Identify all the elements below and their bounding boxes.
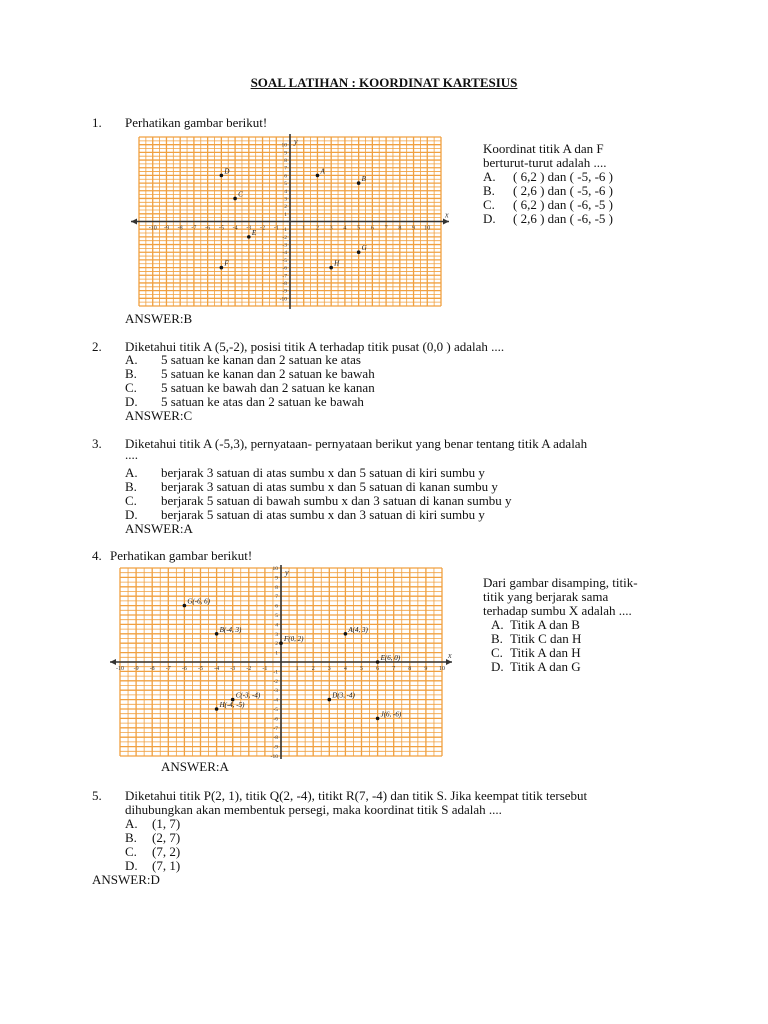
q4-number: 4. [92,548,102,563]
q1-coordinate-graph [125,131,455,312]
x-tick-label: 8 [408,666,412,672]
q5-option-d[interactable] [125,858,181,873]
option-text: 5 satuan ke kanan dan 2 satuan ke atas [161,352,361,367]
point-marker [220,174,224,178]
x-tick-label: 6 [376,666,380,672]
x-tick-label: -1 [273,225,279,232]
q1-side-line-2: berturut-turut adalah .... [483,155,607,170]
q3-prompt: Diketahui titik A (-5,3), pernyataan- pernyataan berikut yang benar tentang titik A adalah [125,436,588,451]
q1-option-c[interactable] [483,197,613,212]
q3-option-d[interactable] [125,507,485,522]
y-tick-label: 6 [284,173,287,180]
y-tick-label: 9 [275,575,278,582]
q1-option-b[interactable] [483,183,613,198]
point-marker [316,174,320,178]
x-tick-label: -9 [133,666,139,672]
q3-option-a[interactable] [125,465,485,480]
option-letter: D. [491,659,504,674]
option-text: 5 satuan ke atas dan 2 satuan ke bawah [161,394,364,409]
option-text: ( 6,2 ) dan ( -6, -5 ) [513,197,613,212]
option-letter: B. [491,631,503,646]
x-tick-label: -8 [177,225,183,232]
x-tick-label: -4 [232,225,238,232]
option-text: Titik A dan B [510,617,580,632]
option-text: ( 2,6 ) dan ( -6, -5 ) [513,211,613,226]
y-tick-label: -6 [282,265,287,272]
x-tick-label: -3 [230,666,236,672]
x-tick-label: -6 [205,225,211,232]
q4-prompt: Perhatikan gambar berikut! [110,548,253,563]
q4-side-line-3: terhadap sumbu X adalah .... [483,603,632,618]
y-tick-label: -1 [273,669,278,676]
y-tick-label: -5 [273,707,278,713]
point-label: F(0, 2) [284,635,304,644]
y-tick-label: 7 [284,165,287,172]
q3-option-c[interactable] [125,493,512,508]
x-axis-label: x [445,210,449,220]
option-text: Titik A dan G [510,659,581,674]
y-tick-label: 4 [275,622,278,629]
q2-option-a[interactable] [125,352,361,367]
x-tick-label: -9 [163,225,169,232]
x-tick-label: -3 [246,225,252,232]
x-tick-label: 5 [360,666,363,672]
y-tick-label: 5 [284,181,287,188]
option-text: (7, 1) [152,858,181,873]
x-tick-label: -2 [260,225,266,232]
y-tick-label: -2 [273,678,278,685]
q5-option-a[interactable] [125,816,181,831]
y-tick-label: 10 [281,142,287,149]
point-label: H [334,259,340,268]
y-tick-label: -2 [282,234,287,241]
option-letter: B. [483,183,495,198]
point-label: H(-4, -5) [219,701,245,709]
y-tick-label: -6 [273,716,278,723]
option-text: 5 satuan ke bawah dan 2 satuan ke kanan [161,380,375,395]
q4-option-c[interactable] [491,645,581,660]
q2-prompt: Diketahui titik A (5,-2), posisi titik A terhadap titik pusat (0,0 ) adalah .... [125,339,505,354]
q2-option-b[interactable] [125,366,375,381]
x-tick-label: 3 [327,666,331,672]
y-tick-label: -5 [282,257,287,264]
q5-option-c[interactable] [125,844,181,859]
point-marker [220,266,224,270]
option-text: ( 6,2 ) dan ( -5, -6 ) [513,169,613,184]
option-text: ( 2,6 ) dan ( -5, -6 ) [513,183,613,198]
y-tick-label: 7 [275,594,278,601]
option-letter: C. [491,645,503,660]
option-letter: A. [125,465,138,480]
option-text: Titik A dan H [510,645,581,660]
option-text: berjarak 3 satuan di atas sumbu x dan 5 satuan di kiri sumbu y [161,465,485,480]
option-letter: D. [125,394,138,409]
x-tick-label: -1 [262,666,268,672]
x-tick-label: -10 [148,225,157,232]
x-tick-label: 4 [343,225,347,232]
option-letter: D. [125,507,138,522]
y-tick-label: -4 [273,697,278,704]
x-tick-label: -6 [181,666,187,672]
q2-option-c[interactable] [125,380,375,395]
point-label: D [224,167,230,176]
q1-side-line-1: Koordinat titik A dan F [483,141,604,156]
y-tick-label: -8 [282,280,287,287]
q4-coordinate-graph [100,565,462,759]
q2-number: 2. [92,339,102,354]
y-tick-label: 3 [275,631,278,638]
x-axis-label: x [448,651,452,660]
option-letter: C. [125,380,137,395]
y-tick-label: 9 [284,150,287,157]
option-letter: A. [125,352,138,367]
q5-prompt-cont: dihubungkan akan membentuk persegi, maka koordinat titik S adalah .... [125,802,502,817]
y-axis-label: y [294,137,298,146]
x-tick-label: 2 [315,225,319,232]
q5-answer: ANSWER:D [92,872,160,887]
q4-answer: ANSWER:A [161,759,229,774]
option-text: berjarak 5 satuan di atas sumbu x dan 3 satuan di kiri sumbu y [161,507,485,522]
y-tick-label: 3 [284,196,287,203]
point-marker [247,235,251,239]
q4-side-line-1: Dari gambar disamping, titik- [483,575,638,590]
q3-answer: ANSWER:A [125,521,193,536]
x-tick-label: 1 [295,666,299,672]
y-tick-label: -7 [282,273,287,280]
y-tick-label: -9 [273,744,278,751]
x-tick-label: 1 [302,225,306,232]
x-tick-label: 6 [370,225,374,232]
point-marker [183,604,187,608]
option-letter: D. [483,211,496,226]
point-marker [233,197,237,201]
x-tick-label: 9 [412,225,416,232]
x-tick-label: -7 [165,666,171,672]
point-label: A [320,167,325,176]
point-label: G(-6, 6) [187,597,210,606]
option-text: berjarak 5 satuan di bawah sumbu x dan 3 satuan di kanan sumbu y [161,493,512,508]
q4-option-b[interactable] [491,631,582,646]
point-label: B [361,175,366,184]
option-text: (1, 7) [152,816,181,831]
point-label: F [224,259,229,268]
point-label: E(6, 0) [380,654,401,662]
point-marker [279,641,283,645]
y-tick-label: -7 [273,725,278,732]
x-tick-label: 5 [357,225,361,232]
x-axis-arrow-icon [131,219,137,225]
q3-number: 3. [92,436,102,451]
x-tick-label: -8 [149,666,155,672]
point-marker [376,717,380,721]
q3-option-b[interactable] [125,479,498,494]
point-marker [357,250,361,254]
y-tick-label: 8 [275,584,278,591]
q1-option-d[interactable] [483,211,613,226]
q3-prompt-cont: .... [125,447,138,462]
y-tick-label: -3 [273,688,278,695]
option-text: Titik C dan H [510,631,582,646]
option-letter: C. [483,197,495,212]
y-tick-label: 2 [284,204,287,211]
option-letter: B. [125,830,137,845]
x-tick-label: 10 [424,225,431,232]
option-letter: D. [125,858,138,873]
x-axis-arrow-icon [110,659,116,665]
q1-number: 1. [92,115,102,130]
point-label: B(-4, 3) [219,625,242,634]
q4-side-line-2: titik yang berjarak sama [483,589,609,604]
point-marker [215,632,219,636]
y-tick-label: -1 [282,227,287,234]
y-tick-label: -8 [273,735,278,742]
x-tick-label: 7 [392,666,396,672]
y-tick-label: 1 [284,211,287,218]
option-letter: B. [125,479,137,494]
y-tick-label: -10 [270,754,278,759]
q4-option-d[interactable] [491,659,581,674]
y-tick-label: -4 [282,250,287,257]
x-tick-label: 9 [424,666,428,672]
y-tick-label: 8 [284,158,287,165]
point-marker [215,707,219,711]
y-tick-label: 6 [275,603,278,610]
point-label: J(6, -6) [380,710,402,719]
x-tick-label: 4 [343,666,347,672]
point-label: E [251,228,257,237]
q4-option-a[interactable] [491,617,580,632]
option-letter: A. [491,617,504,632]
point-marker [328,698,332,702]
option-letter: A. [125,816,138,831]
x-tick-label: 7 [384,225,388,232]
point-marker [329,266,333,270]
y-tick-label: 1 [275,650,278,657]
q2-answer: ANSWER:C [125,408,193,423]
x-tick-label: -5 [218,225,224,232]
x-tick-label: -2 [246,666,252,672]
x-tick-label: -5 [198,666,203,672]
option-text: (2, 7) [152,830,181,845]
q1-answer: ANSWER:B [125,311,193,326]
x-tick-label: 8 [398,225,402,232]
x-tick-label: -10 [116,666,124,672]
y-tick-label: 4 [284,188,287,195]
option-letter: C. [125,844,137,859]
y-tick-label: 2 [275,641,278,648]
option-text: 5 satuan ke kanan dan 2 satuan ke bawah [161,366,375,381]
x-tick-label: 3 [329,225,333,232]
q5-prompt: Diketahui titik P(2, 1), titik Q(2, -4), titikt R(7, -4) dan titik S. Jika keempat titik tersebut [125,788,588,803]
option-letter: B. [125,366,137,381]
y-tick-label: 10 [272,566,278,572]
q2-option-d[interactable] [125,394,364,409]
page-title: SOAL LATIHAN : KOORDINAT KARTESIUS [250,75,518,90]
point-label: A(4, 3) [348,625,368,634]
x-tick-label: -7 [191,225,197,232]
x-tick-label: 10 [439,666,445,672]
point-marker [357,181,361,185]
q5-option-b[interactable] [125,830,181,845]
point-label: D(3, -4) [332,691,355,700]
y-tick-label: 5 [275,613,278,619]
q1-prompt: Perhatikan gambar berikut! [125,115,268,130]
y-axis-label: y [285,568,289,577]
point-marker [376,660,380,664]
x-tick-label: -4 [214,666,220,672]
option-text: (7, 2) [152,844,181,859]
option-letter: C. [125,493,137,508]
point-label: C [238,190,243,199]
option-text: berjarak 3 satuan di atas sumbu x dan 5 satuan di kanan sumbu y [161,479,498,494]
y-tick-label: -10 [279,296,287,303]
q1-option-a[interactable] [483,169,613,184]
point-label: C(-3, -4) [235,691,261,700]
option-letter: A. [483,169,496,184]
point-marker [344,632,348,636]
q5-number: 5. [92,788,102,803]
x-tick-label: 2 [311,666,315,672]
y-tick-label: -9 [282,288,287,295]
y-tick-label: -3 [282,242,287,249]
point-label: G [361,244,367,253]
